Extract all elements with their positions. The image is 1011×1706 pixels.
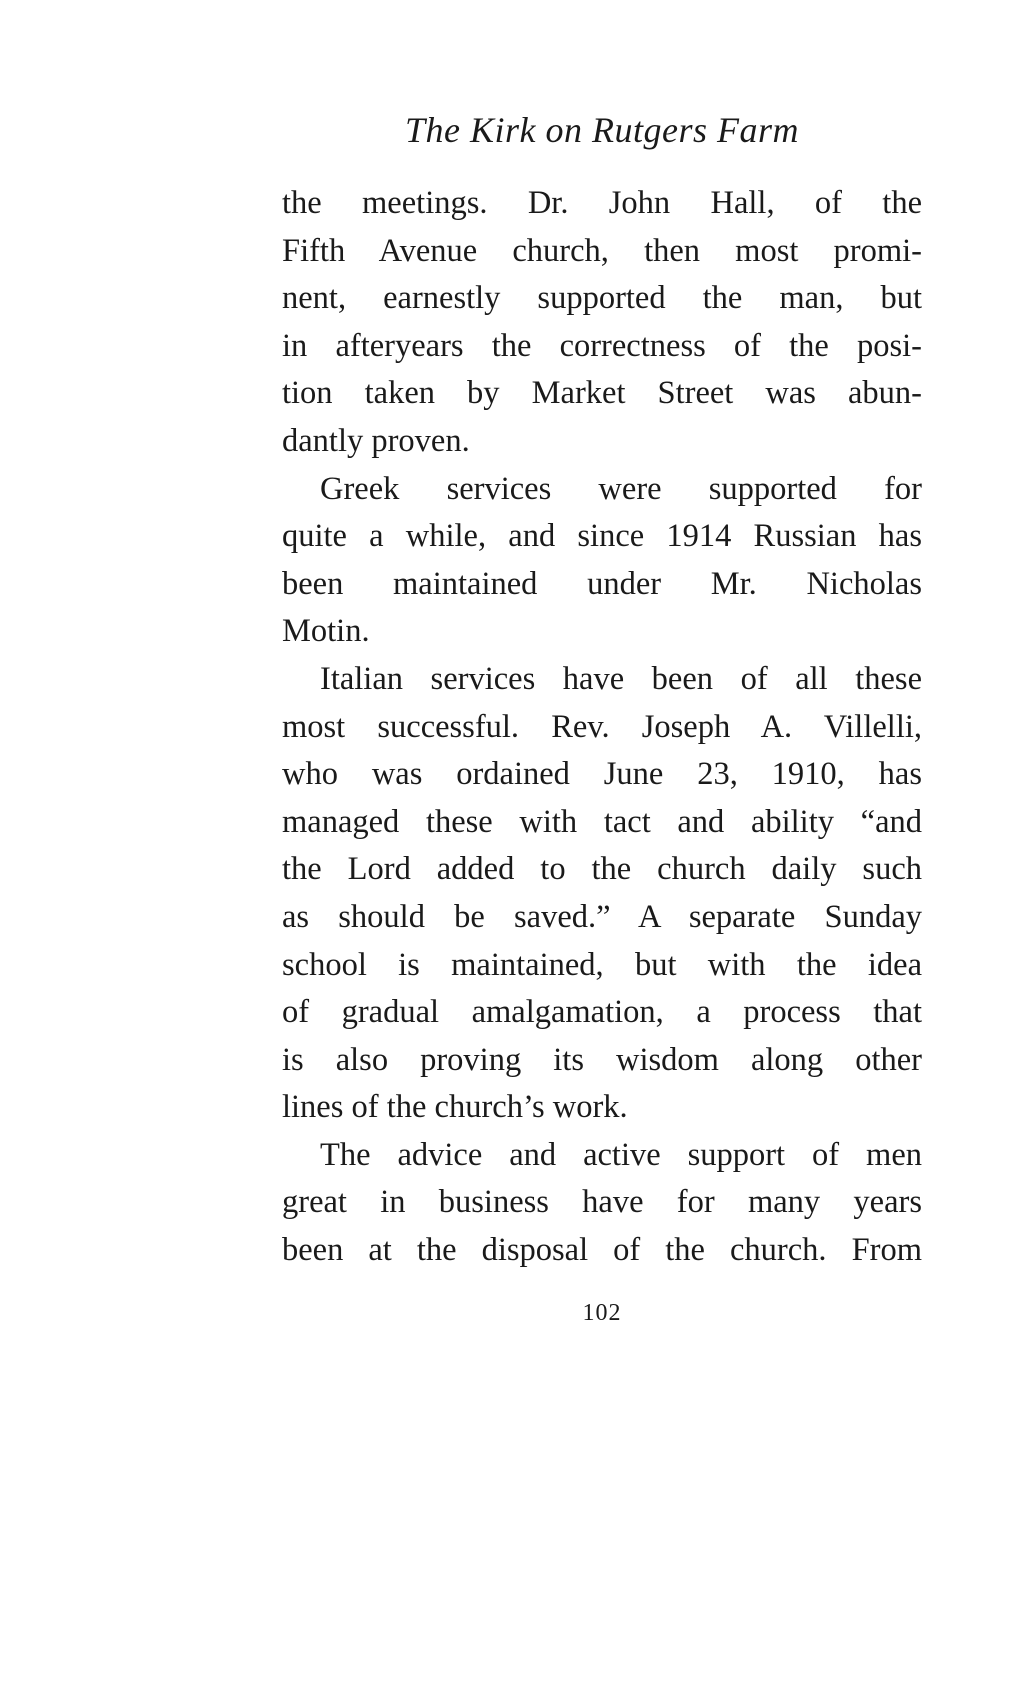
text-line: been maintained under Mr. Nicholas [282,565,922,602]
text-line: of gradual amalgamation, a process that [282,994,922,1031]
running-head: The Kirk on Rutgers Farm [405,110,799,150]
text-line: most successful. Rev. Joseph A. Villelli, [282,708,922,745]
text-line: the meetings. Dr. John Hall, of the [282,185,922,221]
text-line: nent, earnestly supported the man, but [282,280,922,317]
text-line: who was ordained June 23, 1910, has [282,756,922,793]
paragraph [282,466,922,656]
text-line: quite a while, and since 1914 Russian has [282,518,922,555]
paragraph [282,1132,922,1275]
text-line: in afteryears the correctness of the posi- [282,327,922,364]
text-line: Motin. [282,613,370,650]
page-number: 102 [582,1300,622,1326]
text-line: Italian services have been of all these [320,660,922,697]
paragraph [282,180,922,466]
text-line: tion taken by Market Street was abun- [282,375,922,412]
text-line: lines of the church’s work. [282,1089,628,1126]
text-line: Greek services were supported for [320,470,922,507]
text-line: as should be saved.” A separate Sunday [282,898,922,935]
paragraph [282,656,922,1132]
text-line: The advice and active support of men [320,1136,922,1173]
text-line: is also proving its wisdom along other [282,1041,922,1078]
text-line: great in business have for many years [282,1184,922,1221]
text-line: Fifth Avenue church, then most promi- [282,232,922,269]
text-line: school is maintained, but with the idea [282,946,922,983]
body-text [282,180,922,1275]
text-line: dantly proven. [282,422,470,459]
text-line: the Lord added to the church daily such [282,851,922,888]
text-line: been at the disposal of the church. From [282,1232,922,1269]
text-line: managed these with tact and ability “and [282,803,922,840]
